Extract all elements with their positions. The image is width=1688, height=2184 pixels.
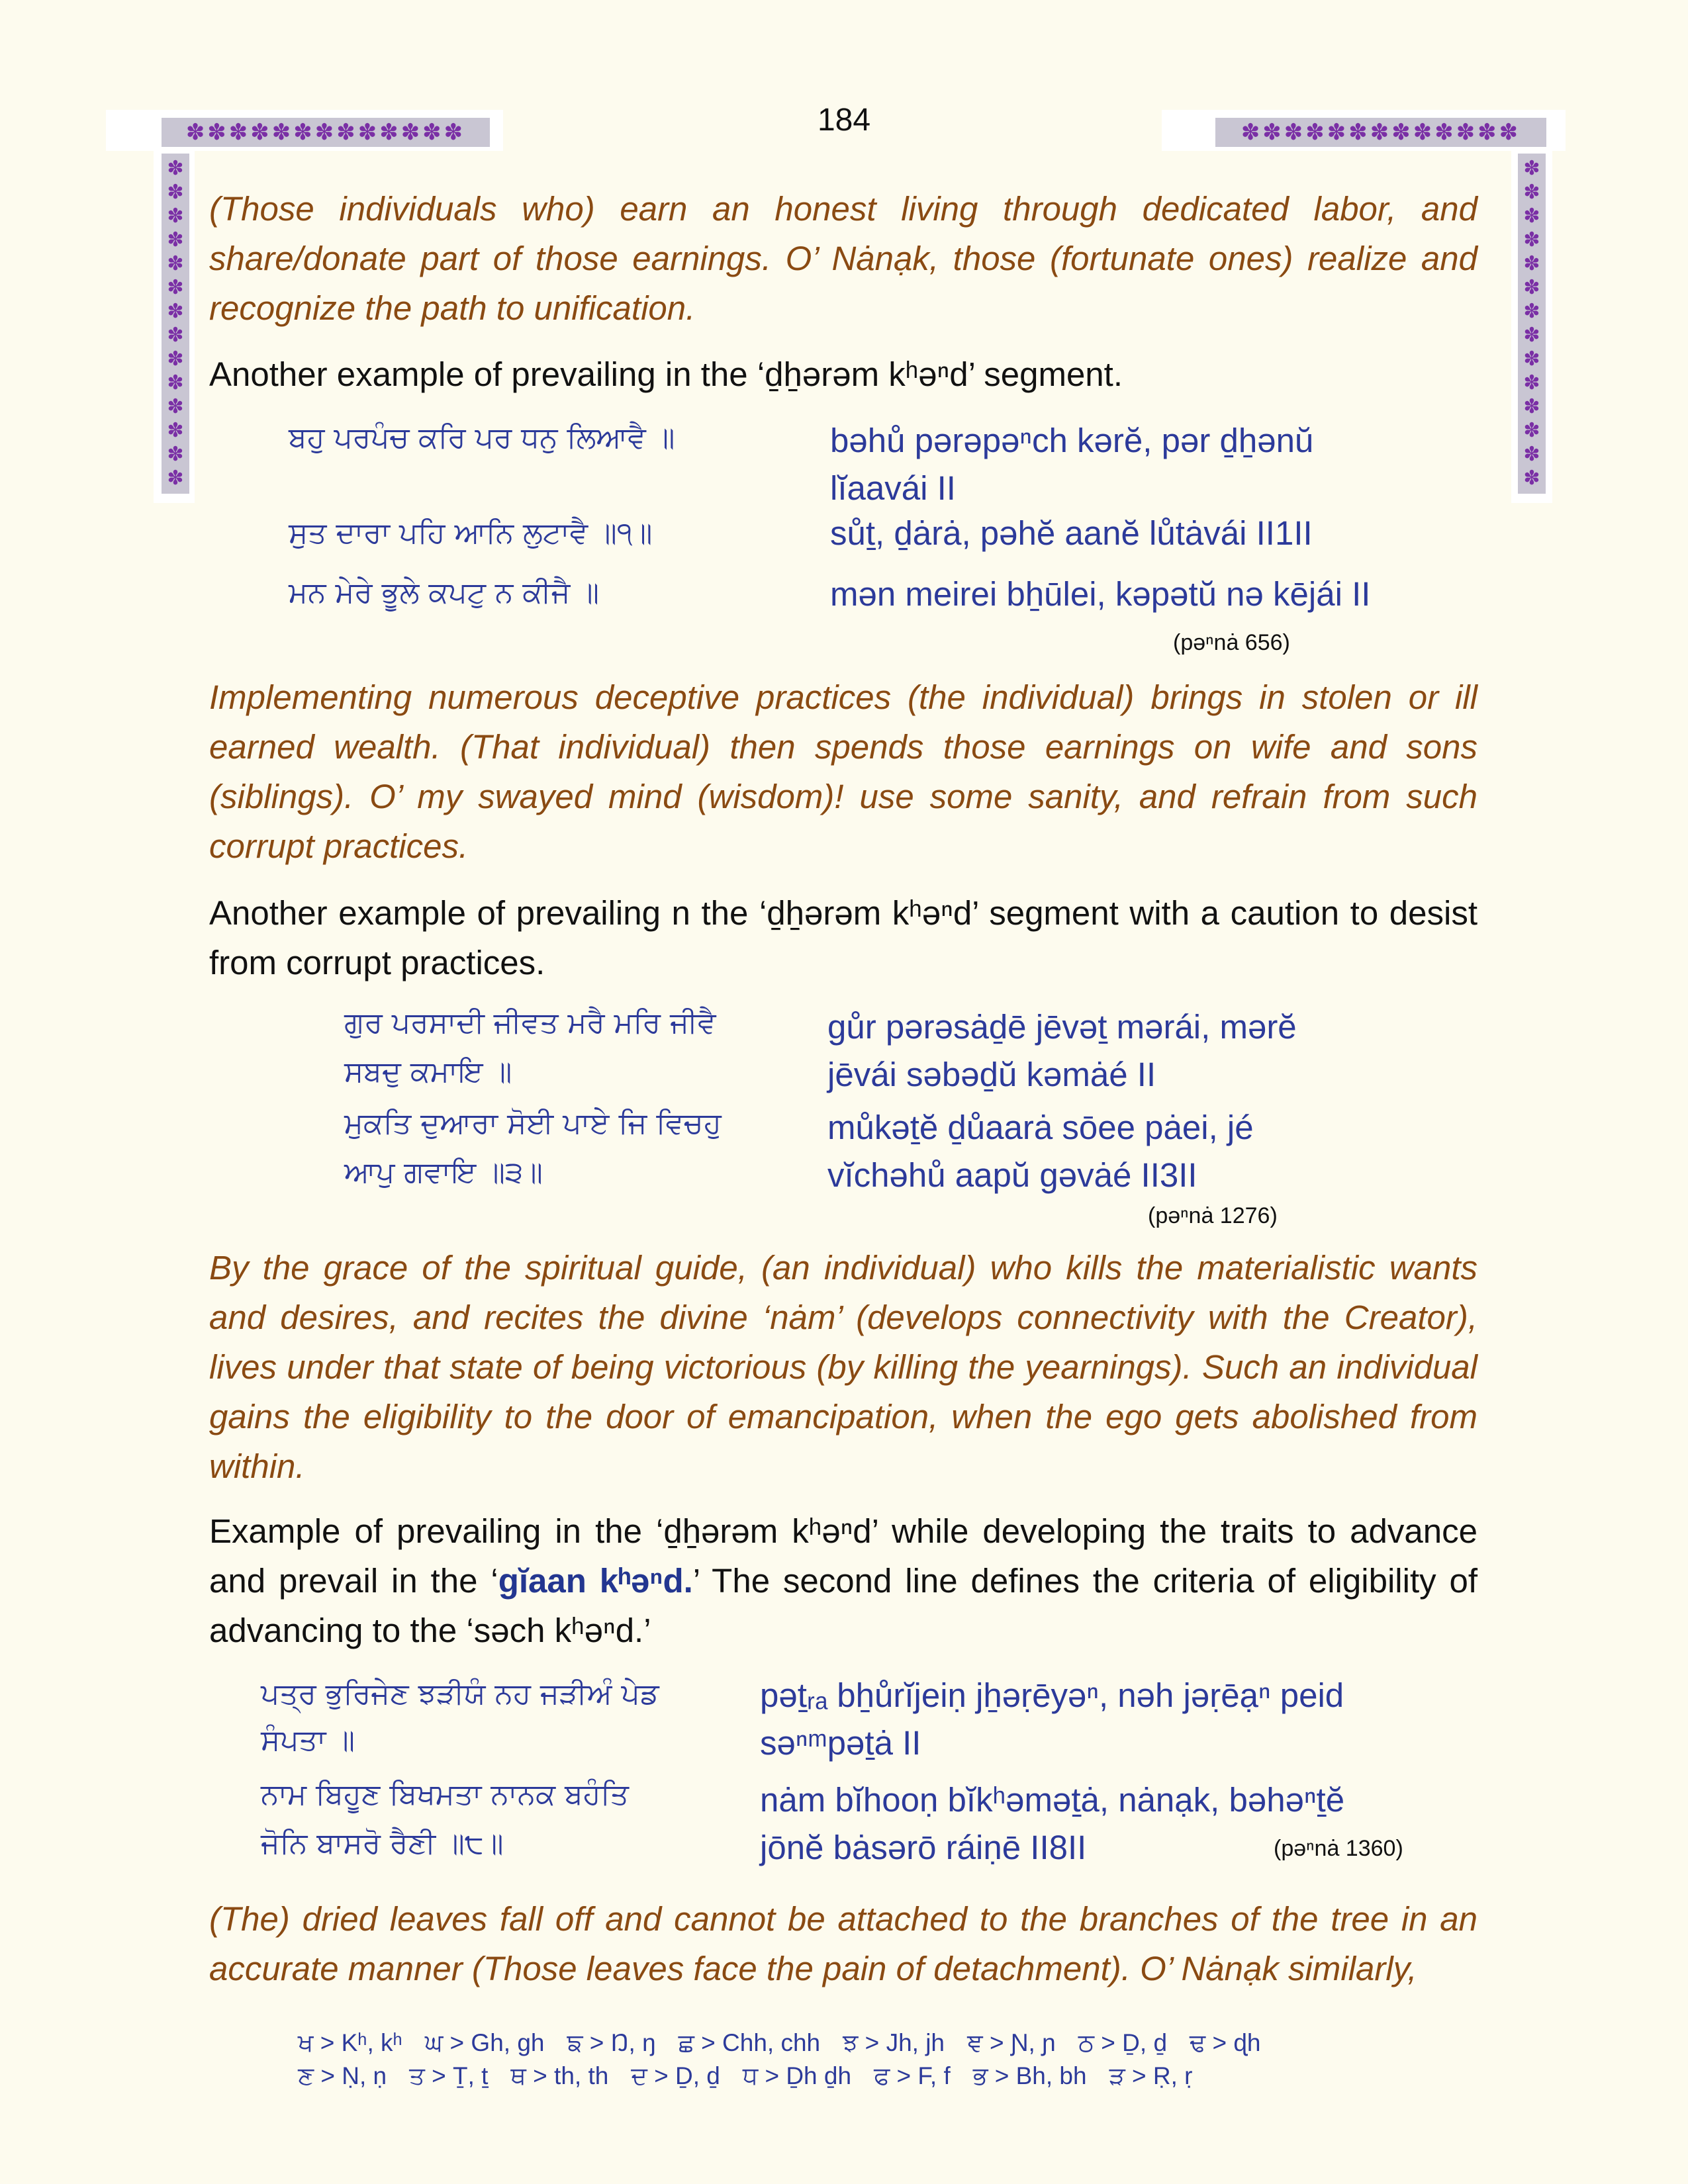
paragraph-2: Another example of prevailing in the ‘ḏẖərəm kʰəⁿd’ segment. [209, 355, 1123, 393]
legend-item: ਥ > th, th [510, 2062, 609, 2089]
legend-item: ਤ > Ṯ, ṯ [409, 2062, 489, 2089]
gian-khand-term: gĭaan kʰəⁿd. [498, 1562, 693, 1600]
verse2-translit-1: gůr pərəsȧḏē jēvəṯ mərái, mərĕ [827, 1008, 1297, 1046]
verse2-translit-4: vĭchəhů aapŭ gəvȧé II3II [827, 1156, 1197, 1194]
legend-item: ਖ > Kʰ, kʰ [298, 2029, 402, 2056]
paragraph-7: (The) dried leaves fall off and cannot be attached to the branches of the tree in an accurate manner (Those leaves face the pain of detachment). O’ Nȧnạk similarly, [209, 1900, 1477, 1987]
verse3-translit-3: nȧm bĭhooṇ bĭkʰəməṯȧ, nȧnạk, bəhəⁿṯĕ [760, 1781, 1345, 1819]
top-right-ornament: ✽✽✽✽✽✽✽✽✽✽✽✽✽ [1215, 118, 1546, 147]
page-number: 184 [817, 103, 871, 138]
transliteration-legend [298, 2029, 1261, 2095]
paragraph-6-part-1: Example of prevailing in the ‘ḏẖərəm kʰəⁿd’ while developing the traits to advance and prevail in the ‘ [209, 1512, 1477, 1600]
left-ornament: ✽ ✽ ✽ ✽ ✽ ✽ ✽ ✽ ✽ ✽ ✽ ✽ ✽ ✽ [162, 154, 189, 494]
paragraph-4: Another example of prevailing n the ‘ḏẖərəm kʰəⁿd’ segment with a caution to desist from corrupt practices. [209, 894, 1477, 981]
legend-item: ਝ > Jh, jh [843, 2029, 945, 2056]
legend-item: ਙ > Ŋ, ŋ [567, 2029, 656, 2056]
legend-item: ੜ > Ṛ, ṛ [1109, 2062, 1193, 2089]
paragraph-1: (Those individuals who) earn an honest living through dedicated labor, and share/donate part of those earnings. O’ Nȧnạk, those (fortunate ones) realize and recognize the path to unification. [209, 190, 1477, 327]
verse3-translit-2: səⁿᵐpəṯȧ II [760, 1724, 921, 1762]
verse1-gurmukhi-2: ਸੁਤ ਦਾਰਾ ਪਹਿ ਆਨਿ ਲੁਟਾਵੈ ॥੧॥ [289, 516, 653, 550]
verse2-translit-3: můkəṯĕ ḏůaarȧ sōee pȧei, jé [827, 1109, 1254, 1146]
verse1-translit-2: sůṯ, ḏȧrȧ, pəhĕ aanĕ lůtȧvái II1II [830, 514, 1313, 552]
verse1-gurmukhi-3: ਮਨ ਮੇਰੇ ਭੂਲੇ ਕਪਟੁ ਨ ਕੀਜੈ ॥ [289, 576, 600, 610]
legend-item: ਞ > Ɲ, ɲ [967, 2029, 1056, 2056]
verse2-translit-2: jēvái səbəḏŭ kəmȧé II [827, 1056, 1156, 1093]
verse3-gurmukhi-3: ਨਾਮ ਬਿਹੂਣ ਬਿਖਮਤਾ ਨਾਨਕ ਬਹੰਤਿ [261, 1778, 629, 1811]
verse3-gurmukhi-2: ਸੰਪਤਾ ॥ [261, 1723, 355, 1757]
legend-item: ਢ > ɖh [1190, 2029, 1261, 2056]
paragraph-6 [209, 1506, 1477, 1655]
verse1-gurmukhi-1: ਬਹੁ ਪਰਪੰਚ ਕਰਿ ਪਰ ਧਨੁ ਲਿਆਵੈ ॥ [289, 421, 675, 455]
top-left-ornament: ✽✽✽✽✽✽✽✽✽✽✽✽✽ [162, 118, 490, 147]
verse1-translit-3: mən meirei bẖūlei, kəpətŭ nə kējái II [830, 575, 1371, 613]
legend-item: ਘ > Gh, gh [424, 2029, 545, 2056]
verse1-reference: (pəⁿnȧ 656) [1173, 630, 1290, 655]
verse3-gurmukhi-4: ਜੋਨਿ ਬਾਸਰੋ ਰੈਣੀ ॥੮॥ [261, 1827, 504, 1860]
legend-item: ਛ > Chh, chh [678, 2029, 821, 2056]
legend-row-2 [298, 2062, 1261, 2095]
verse2-gurmukhi-1: ਗੁਰ ਪਰਸਾਦੀ ਜੀਵਤ ਮਰੈ ਮਰਿ ਜੀਵੈ [344, 1006, 716, 1040]
legend-item: ਣ > Ṇ, ṇ [298, 2062, 387, 2089]
legend-item: ਦ > Ḏ, ḏ [631, 2062, 720, 2089]
paragraph-3: Implementing numerous deceptive practices (the individual) brings in stolen or ill earned wealth. (That individual) then spends those earnings on wife and sons (siblings). O’ my swayed mind (wisdom)! use some sanity, and refrain from such corrupt practices. [209, 678, 1477, 865]
legend-item: ਫ > F, f [874, 2062, 951, 2089]
verse3-gurmukhi-1: ਪਤ੍ਰ ਭੁਰਿਜੇਣ ਝੜੀਯੰ ਨਹ ਜੜੀਅੰ ਪੇਡ [261, 1677, 659, 1711]
paragraph-5: By the grace of the spiritual guide, (an individual) who kills the materialistic wants and desires, and recites the divine ‘nȧm’ (develops connectivity with the Creator), lives under that state of being victorious (by killing the yearnings). Such an individual gains the eligibility to the door of emancipation, when the ego gets abolished from within. [209, 1249, 1477, 1485]
right-ornament: ✽ ✽ ✽ ✽ ✽ ✽ ✽ ✽ ✽ ✽ ✽ ✽ ✽ ✽ [1518, 154, 1546, 494]
verse2-gurmukhi-3: ਮੁਕਤਿ ਦੁਆਰਾ ਸੋਈ ਪਾਏ ਜਿ ਵਿਚਹੁ [344, 1107, 722, 1140]
verse1-translit-1: bəhů pərəpəⁿch kərĕ, pər ḏẖənŭ lĭaavái II [830, 422, 1314, 507]
legend-item: ਧ > Ḏh ḏh [742, 2062, 852, 2089]
verse3-translit-4: jōnĕ bȧsərō ráiṇē II8II [760, 1829, 1087, 1866]
verse3-reference: (pəⁿnȧ 1360) [1274, 1836, 1403, 1861]
verse2-gurmukhi-4: ਆਪੁ ਗਵਾਇ ॥੩॥ [344, 1156, 543, 1189]
paragraph-6-part-2: ’ The second line defines the criteria of eligibility of advancing to the ‘səch kʰəⁿd.’ [209, 1562, 1478, 1649]
legend-item: ਭ > Bh, bh [972, 2062, 1087, 2089]
legend-row-1 [298, 2029, 1261, 2062]
verse2-reference: (pəⁿnȧ 1276) [1148, 1203, 1278, 1228]
legend-item: ਠ > Ḏ, ḏ [1078, 2029, 1168, 2056]
verse3-translit-1: pəṯᵣₐ bẖůrĭjeiṇ jẖəṛēyəⁿ, nəh jəṛēạⁿ peid [760, 1676, 1344, 1714]
verse2-gurmukhi-2: ਸਬਦੁ ਕਮਾਇ ॥ [344, 1055, 512, 1089]
